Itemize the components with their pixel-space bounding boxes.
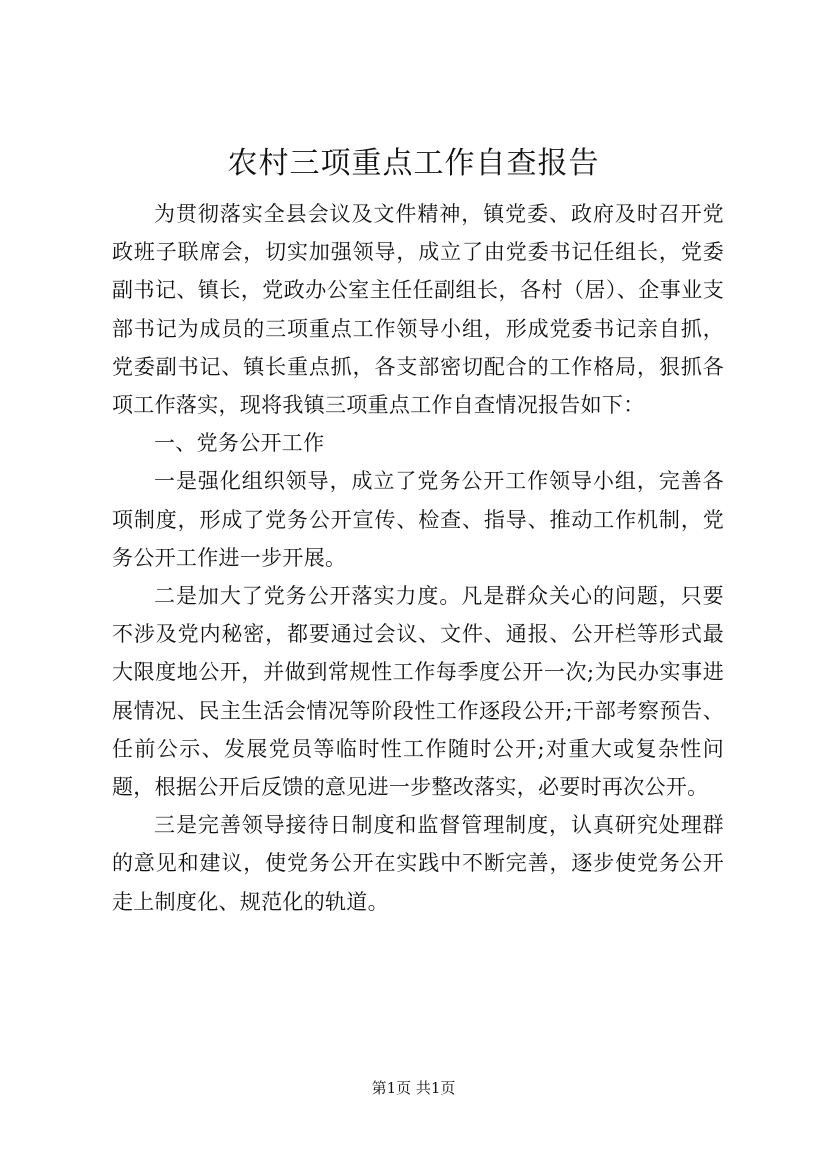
paragraph-point-three: 三是完善领导接待日制度和监督管理制度，认真研究处理群的意见和建议，使党务公开在实践中不断完善，逐步使党务公开走上制度化、规范化的轨道。	[112, 813, 724, 914]
page-number-footer: 第1页 共1页	[371, 1079, 456, 1097]
paragraph-point-two: 二是加大了党务公开落实力度。凡是群众关心的问题，只要不涉及党内秘密，都要通过会议、文件、通报、公开栏等形式最大限度地公开，并做到常规性工作每季度公开一次;为民办实事进展情况、民主生活会情况等阶段性工作逐段公开;干部考察预告、任前公示、发展党员等临时性工作随时公开;对重大或复杂性问题，根据公开后反馈的意见进一步整改落实，必要时再次公开。	[112, 584, 724, 800]
document-body	[112, 195, 724, 921]
paragraph-intro: 为贯彻落实全县会议及文件精神，镇党委、政府及时召开党政班子联席会，切实加强领导，成立了由党委书记任组长，党委副书记、镇长，党政办公室主任任副组长，各村（居）、企事业支部书记为成员的三项重点工作领导小组，形成党委书记亲自抓，党委副书记、镇长重点抓，各支部密切配合的工作格局，狠抓各项工作落实，现将我镇三项重点工作自查情况报告如下：	[112, 202, 724, 418]
paragraph-point-one: 一是强化组织领导，成立了党务公开工作领导小组，完善各项制度，形成了党务公开宣传、检查、指导、推动工作机制，党务公开工作进一步开展。	[112, 469, 724, 570]
section-heading-party-affairs: 一、党务公开工作	[154, 431, 325, 456]
document-title: 农村三项重点工作自查报告	[227, 146, 600, 181]
